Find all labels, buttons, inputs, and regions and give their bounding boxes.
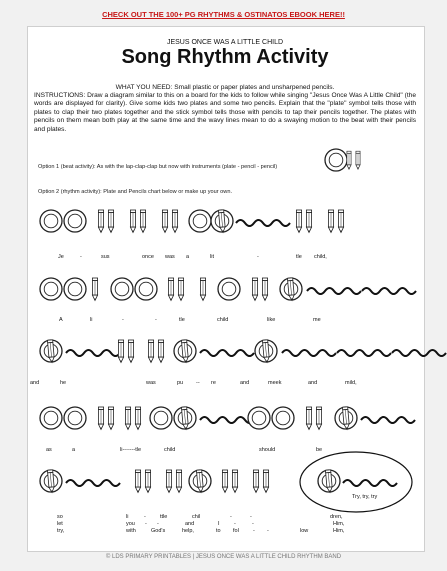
lyric: - bbox=[122, 317, 124, 323]
plate-icon bbox=[325, 149, 347, 171]
lyric: help, bbox=[182, 528, 194, 534]
lyric: - bbox=[145, 521, 147, 527]
lyric: he bbox=[60, 380, 67, 386]
lyric: and bbox=[185, 521, 195, 527]
lyric: lit bbox=[210, 254, 214, 260]
lyric: - bbox=[257, 254, 259, 260]
rhythm-row-3 bbox=[40, 340, 446, 363]
lyric: li-------tle bbox=[120, 447, 142, 453]
lyric: - bbox=[234, 521, 236, 527]
what-you-need: WHAT YOU NEED: Small plastic or paper plates and unsharpened pencils. bbox=[115, 84, 335, 91]
lyric: Him, bbox=[333, 528, 345, 534]
pencil-icon bbox=[347, 151, 351, 169]
lyric: Him, bbox=[333, 521, 345, 527]
lyric: - bbox=[253, 528, 255, 534]
lyric: meek bbox=[268, 380, 282, 386]
option-1-text: Option 1 (beat activity): As with the lap-clap-clap but now with instruments (plate - pencil - pencil) bbox=[38, 164, 278, 170]
lyric: so bbox=[57, 514, 63, 520]
lyric: Je bbox=[58, 254, 64, 260]
lyric: you bbox=[126, 521, 135, 527]
lyric: fol bbox=[233, 528, 239, 534]
lyric: was bbox=[146, 380, 156, 386]
lyric: to bbox=[216, 528, 221, 534]
lyric: should bbox=[259, 447, 276, 453]
try-callout: Try, try, try bbox=[352, 494, 378, 500]
lyric: tle bbox=[179, 317, 185, 323]
lyric: as bbox=[46, 447, 52, 453]
lyric: - bbox=[252, 521, 254, 527]
page-title: Song Rhythm Activity bbox=[121, 46, 329, 68]
lyric: tle bbox=[296, 254, 302, 260]
lyric: - bbox=[250, 514, 252, 520]
rhythm-row-1 bbox=[40, 210, 344, 233]
lyric: and bbox=[240, 380, 250, 386]
lyric: was bbox=[165, 254, 175, 260]
lyric: child, bbox=[314, 254, 327, 260]
lyric: re bbox=[211, 380, 216, 386]
lyric: ttle bbox=[160, 514, 168, 520]
rhythm-row-2 bbox=[40, 278, 416, 301]
lyric: and bbox=[30, 380, 40, 386]
lyric: try, bbox=[57, 528, 65, 534]
lyric: li bbox=[90, 317, 93, 323]
lyric: and bbox=[308, 380, 318, 386]
lyric: be bbox=[316, 447, 323, 453]
lyric: once bbox=[142, 254, 154, 260]
lyric: I bbox=[218, 521, 220, 527]
lyric: dren, bbox=[330, 514, 343, 520]
lyric: let bbox=[57, 521, 63, 527]
lyric: sus bbox=[101, 254, 110, 260]
lyric: child bbox=[164, 447, 176, 453]
lyric: a bbox=[72, 447, 76, 453]
lyric: li bbox=[126, 514, 129, 520]
lyric: child bbox=[217, 317, 229, 323]
lyric: - bbox=[267, 528, 269, 534]
lyric: - bbox=[155, 317, 157, 323]
lyric: chil bbox=[192, 514, 201, 520]
lyric: - bbox=[80, 254, 82, 260]
lyric: -- bbox=[196, 380, 200, 386]
lyric: me bbox=[313, 317, 321, 323]
lyric: pu bbox=[177, 380, 184, 386]
lyric: mild, bbox=[345, 380, 357, 386]
lyric: a bbox=[186, 254, 190, 260]
lyric: like bbox=[267, 317, 276, 323]
song-subtitle: JESUS ONCE WAS A LITTLE CHILD bbox=[166, 39, 284, 46]
ebook-link[interactable]: CHECK OUT THE 100+ PG RHYTHMS & OSTINATOS EBOOK HERE!! bbox=[102, 10, 345, 19]
option-2-text: Option 2 (rhythm activity): Plate and Pencils chart below or make up your own. bbox=[38, 189, 233, 195]
lyric: - bbox=[157, 521, 159, 527]
lyric: A bbox=[59, 317, 63, 323]
rhythm-row-4 bbox=[40, 407, 415, 430]
rhythm-row-5 bbox=[40, 452, 412, 512]
instructions: INSTRUCTIONS: Draw a diagram similar to this on a board for the kids to follow while singing "Jesus Once Was A Little Child" (the words are displayed for clarity). Give some kids two plates and some two pencils. Explain that the "plate" symbol tells those with plates to clap their two plates together and the stick symbol tells those with pencils to tap their pencils together. The plates with pencils on them mean both play at the same time and the wavy lines mean to do a swaying motion to the beat with their pencils and plates. bbox=[34, 92, 416, 133]
lyric: - bbox=[230, 514, 232, 520]
lyric: - bbox=[144, 514, 146, 520]
pencil-icon bbox=[356, 151, 360, 169]
lyric: God's bbox=[151, 528, 166, 534]
highlight-circle bbox=[300, 452, 412, 512]
lyric: low bbox=[300, 528, 309, 534]
copyright-footer: © LDS PRIMARY PRINTABLES | JESUS ONCE WAS A LITTLE CHILD RHYTHM BAND bbox=[105, 554, 342, 560]
lyric: with bbox=[126, 528, 136, 534]
